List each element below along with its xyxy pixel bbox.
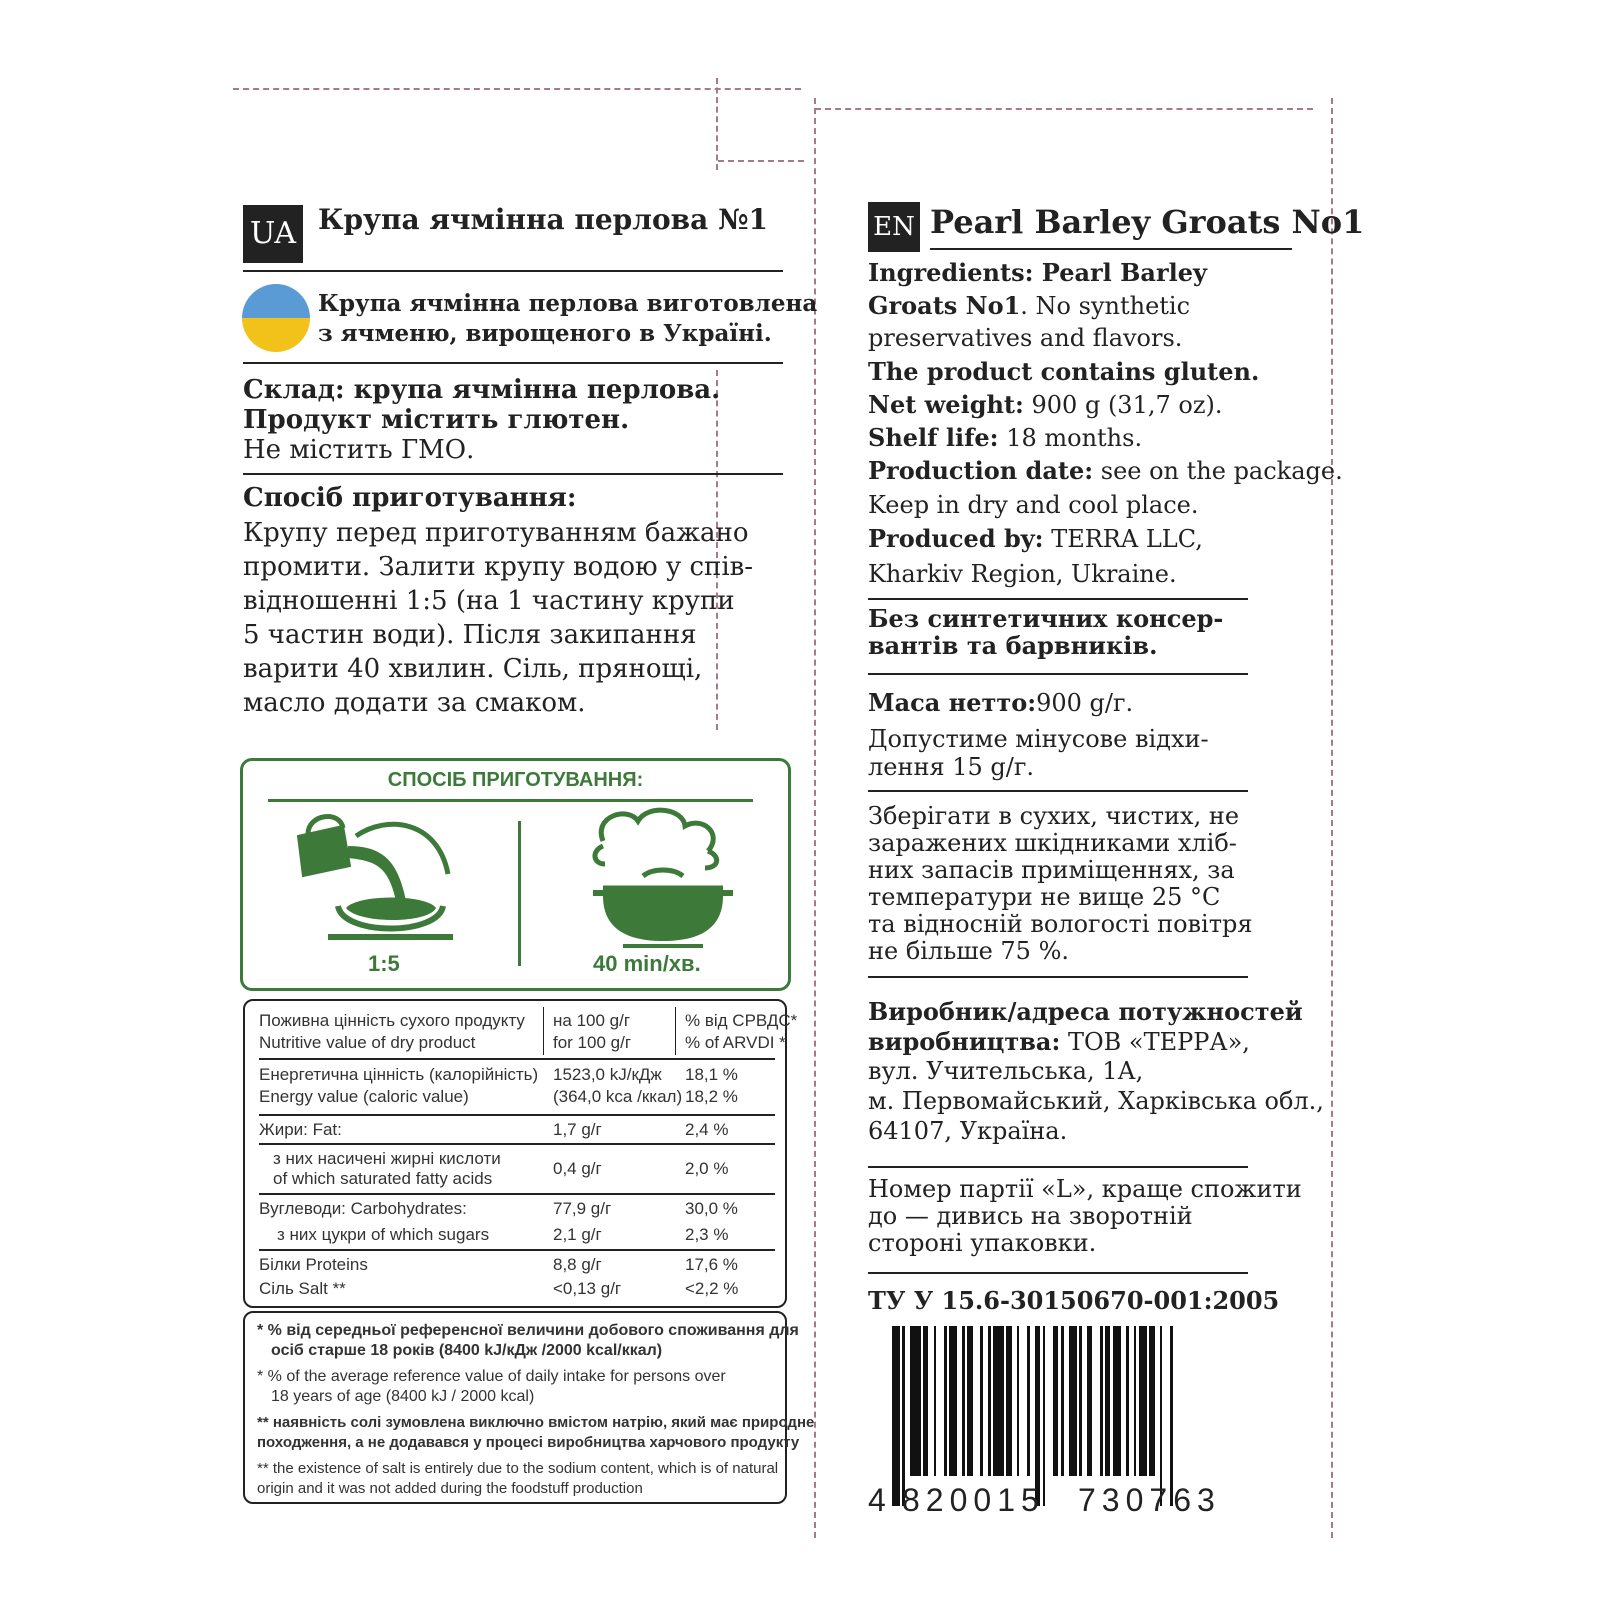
table-row-value: (364,0 kca /ккал): [553, 1087, 683, 1106]
en-net-weight-value: 900 g (31,7 oz).: [1031, 391, 1223, 419]
table-row-label: Energy value (caloric value): [259, 1087, 469, 1106]
nutrition-header-percent: % від СРВДС*: [685, 1011, 798, 1030]
nutrition-header-per100: for 100 g/г: [553, 1033, 632, 1052]
table-row-value: 8,8 g/г: [553, 1255, 602, 1274]
table-row-label: Сіль Salt **: [259, 1279, 346, 1298]
barcode-bar: [1053, 1326, 1058, 1476]
divider: [243, 270, 783, 272]
divider: [259, 1249, 775, 1251]
ua-address-line: 64107, Україна.: [868, 1117, 1068, 1145]
barcode-bar: [910, 1326, 920, 1476]
table-row-label: of which saturated fatty acids: [273, 1169, 493, 1188]
barcode-bar: [1043, 1326, 1046, 1506]
ua-origin-line: Крупа ячмінна перлова виготовлена: [318, 290, 818, 317]
barcode-bar: [1087, 1326, 1092, 1476]
barcode-bar: [1149, 1326, 1154, 1476]
cooking-pot-icon: [573, 806, 753, 951]
table-row-label: Білки Proteins: [259, 1255, 368, 1274]
barcode-bar: [1134, 1326, 1137, 1476]
ua-no-gmo: Не містить ГМО.: [243, 435, 475, 465]
table-row-percent: 2,0 %: [685, 1159, 729, 1178]
table-row-percent: 2,3 %: [685, 1225, 729, 1244]
table-row-percent: 17,6 %: [685, 1255, 738, 1274]
cooking-instructions-box: [240, 758, 791, 991]
en-region: Kharkiv Region, Ukraine.: [868, 560, 1177, 588]
barcode-bar: [1079, 1326, 1082, 1476]
table-row-value: 0,4 g/г: [553, 1159, 602, 1178]
table-row-value: 1,7 g/г: [553, 1120, 602, 1139]
divider: [930, 248, 1292, 250]
ua-no-preservatives: вантів та барвників.: [868, 631, 1158, 660]
barcode-bar: [923, 1326, 928, 1476]
barcode-bar: [1170, 1326, 1173, 1506]
barcode-bar: [1100, 1326, 1103, 1476]
footnote: * % of the average reference value of daily intake for persons over: [257, 1368, 726, 1385]
ua-storage-line: температури не вище 25 °С: [868, 883, 1221, 911]
en-net-weight: [868, 390, 1222, 419]
barcode-bar: [902, 1326, 905, 1506]
time-label: 40 min/хв.: [593, 951, 701, 976]
ua-method-line: 5 частин води). Після закипання: [243, 620, 697, 650]
en-shelf-life: [868, 423, 1142, 452]
technical-standard: ТУ У 15.6-30150670-001:2005: [868, 1286, 1280, 1315]
en-product-title: Pearl Barley Groats No1: [930, 203, 1365, 241]
footnote: ** the existence of salt is entirely due to the sodium content, which is of natural: [257, 1460, 779, 1477]
ua-storage-line: та відносній вологості повітря: [868, 910, 1253, 938]
nutrition-header-label: Поживна цінність сухого продукту: [259, 1011, 525, 1030]
barcode: [892, 1326, 1240, 1506]
pouring-water-icon: [288, 806, 478, 946]
en-preservatives: preservatives and flavors.: [868, 324, 1183, 352]
en-ingredients: [868, 291, 1190, 320]
ua-method-line: відношенні 1:5 (на 1 частину крупи: [243, 586, 735, 616]
barcode-bar: [1061, 1326, 1064, 1476]
divider: [259, 1193, 775, 1195]
table-row-percent: 18,1 %: [685, 1065, 738, 1084]
footnote: ** наявність солі зумовлена виключно вмістом натрію, який має природне: [257, 1414, 815, 1431]
ua-method-line: варити 40 хвилин. Сіль, прянощі,: [243, 654, 703, 684]
barcode-bar: [1126, 1326, 1129, 1476]
en-production-date: [868, 456, 1343, 485]
ua-batch-line: Номер партії «L», краще спожити: [868, 1175, 1302, 1203]
footnote: 18 years of age (8400 kJ / 2000 kcal): [271, 1388, 535, 1405]
barcode-bar: [1069, 1326, 1077, 1476]
ua-storage-line: не більше 75 %.: [868, 937, 1070, 965]
barcode-digit: 4: [868, 1482, 890, 1518]
ua-net-mass-label: Маса нетто:: [868, 688, 1037, 717]
table-row-percent: 18,2 %: [685, 1087, 738, 1106]
divider: [259, 1143, 775, 1145]
footnote: * % від середньої референсної величини добового споживання для: [257, 1322, 799, 1339]
ua-product-title: Крупа ячмінна перлова №1: [318, 203, 768, 236]
divider: [868, 598, 1248, 600]
divider: [259, 1114, 775, 1116]
divider: [868, 673, 1248, 675]
ua-origin-line: з ячменю, вирощеного в Україні.: [318, 320, 772, 347]
ratio-label: 1:5: [368, 951, 400, 976]
barcode-bar: [892, 1326, 900, 1506]
en-ingredients: Ingredients: Pearl Barley: [868, 258, 1207, 287]
en-shelf-life-value: 18 months.: [1006, 424, 1143, 452]
ua-address-line: м. Первомайський, Харківська обл.,: [868, 1087, 1324, 1115]
ua-net-mass-value: 900 g/г.: [1036, 689, 1134, 717]
ua-producer: [868, 1027, 1250, 1056]
ua-method-line: промити. Залити крупу водою у спів-: [243, 552, 754, 582]
nutrition-header-per100: на 100 g/г: [553, 1011, 631, 1030]
table-row-percent: 30,0 %: [685, 1199, 738, 1218]
barcode-bar: [934, 1326, 937, 1476]
divider: [868, 790, 1248, 792]
nutrition-table: [243, 999, 798, 1308]
table-row-label: Енергетична цінність (калорійність): [259, 1065, 539, 1084]
footnote: origin and it was not added during the foodstuff production: [257, 1480, 643, 1497]
en-gluten-warning: The product contains gluten.: [868, 357, 1260, 386]
en-production-date-value: see on the package.: [1100, 457, 1343, 485]
divider: [868, 976, 1248, 978]
barcode-bar: [1006, 1326, 1011, 1476]
table-row-percent: 2,4 %: [685, 1120, 729, 1139]
ua-producer-name: ТОВ «ТЕРРА»,: [1067, 1028, 1250, 1056]
en-shelf-life-label: Shelf life:: [868, 423, 999, 452]
ua-gluten-warning: Продукт містить глютен.: [243, 405, 630, 435]
en-ingredients-rest: . No synthetic: [1020, 292, 1191, 320]
ua-method-line: Крупу перед приготуванням бажано: [243, 518, 749, 548]
ua-storage-line: заражених шкідниками хліб-: [868, 829, 1237, 857]
divider: [868, 1166, 1248, 1168]
nutrition-header-label: Nutritive value of dry product: [259, 1033, 476, 1052]
barcode-bar: [949, 1326, 957, 1476]
barcode-bar: [1027, 1326, 1030, 1476]
table-row-value: 77,9 g/г: [553, 1199, 612, 1218]
ua-composition: Склад: крупа ячмінна перлова.: [243, 375, 721, 405]
en-net-weight-label: Net weight:: [868, 390, 1024, 419]
ua-no-preservatives: Без синтетичних консер-: [868, 604, 1224, 633]
table-row-label: з них цукри of which sugars: [277, 1225, 490, 1244]
ua-method-line: масло додати за смаком.: [243, 688, 586, 718]
cooking-box-title: СПОСІБ ПРИГОТУВАННЯ:: [387, 769, 644, 791]
ua-language-tag: UA: [243, 205, 303, 263]
table-row-percent: <2,2 %: [685, 1279, 739, 1298]
footnotes-box: [243, 1311, 815, 1504]
divider: [518, 821, 521, 966]
nutrition-header-percent: % of ARVDI *: [685, 1033, 786, 1052]
ua-address-line: вул. Учительська, 1А,: [868, 1057, 1144, 1085]
ua-storage-line: Зберігати в сухих, чистих, не: [868, 802, 1240, 830]
en-producer-value: TERRA LLC,: [1051, 525, 1203, 553]
table-row-value: 1523,0 kJ/кДж: [553, 1065, 662, 1084]
barcode-bar: [1035, 1326, 1040, 1506]
ua-batch-line: до — дивись на зворотній: [868, 1202, 1193, 1230]
barcode-bar: [980, 1326, 983, 1476]
crop-mark: [716, 78, 718, 170]
ukraine-flag-icon: [241, 283, 311, 353]
en-production-date-label: Production date:: [868, 456, 1094, 485]
table-row-label: з них насичені жирні кислоти: [273, 1149, 501, 1168]
ua-producer-title: Виробник/адреса потужностей: [868, 997, 1303, 1026]
barcode-digits-right: 730763: [1078, 1482, 1221, 1518]
divider: [543, 1007, 544, 1055]
barcode-bar: [1160, 1326, 1163, 1506]
table-row-value: <0,13 g/г: [553, 1279, 622, 1298]
en-storage: Keep in dry and cool place.: [868, 491, 1199, 519]
en-producer-label: Produced by:: [868, 524, 1044, 553]
barcode-bar: [1139, 1326, 1147, 1476]
divider: [243, 473, 783, 475]
ua-deviation: лення 15 g/г.: [868, 753, 1035, 781]
barcode-bar: [1017, 1326, 1020, 1476]
divider: [675, 1007, 676, 1055]
table-row-value: 2,1 g/г: [553, 1225, 602, 1244]
barcode-digits-left: 820015: [902, 1482, 1045, 1518]
barcode-bar: [993, 1326, 1003, 1476]
en-producer: [868, 524, 1203, 553]
ua-method-title: Спосіб приготування:: [243, 483, 577, 513]
ua-producer-label: виробництва:: [868, 1027, 1061, 1056]
en-ingredients-name: Groats No1: [868, 291, 1021, 320]
ua-storage-line: них запасів приміщеннях, за: [868, 856, 1235, 884]
divider: [868, 1272, 1248, 1274]
barcode-bar: [1105, 1326, 1110, 1476]
barcode-bar: [988, 1326, 991, 1476]
ua-net-mass: [868, 688, 1133, 717]
ua-batch-line: стороні упаковки.: [868, 1229, 1097, 1257]
table-row-label: Жири: Fat:: [259, 1120, 342, 1139]
divider: [243, 362, 783, 364]
ua-deviation: Допустиме мінусове відхи-: [868, 725, 1209, 753]
en-language-tag: EN: [868, 202, 920, 252]
crop-mark: [1331, 98, 1333, 1538]
barcode-bar: [967, 1326, 972, 1476]
crop-mark: [718, 160, 804, 162]
footnote: осіб старше 18 років (8400 kJ/кДж /2000 kcal/ккал): [271, 1342, 663, 1359]
table-row-label: Вуглеводи: Carbohydrates:: [259, 1199, 467, 1218]
barcode-bar: [1113, 1326, 1121, 1476]
divider: [268, 799, 753, 802]
barcode-bar: [944, 1326, 947, 1476]
crop-mark: [815, 108, 1313, 110]
barcode-bar: [962, 1326, 965, 1476]
divider: [259, 1058, 775, 1060]
crop-mark: [716, 370, 718, 730]
footnote: походження, а не додавався у процесі виробництва харчового продукту: [257, 1434, 800, 1451]
